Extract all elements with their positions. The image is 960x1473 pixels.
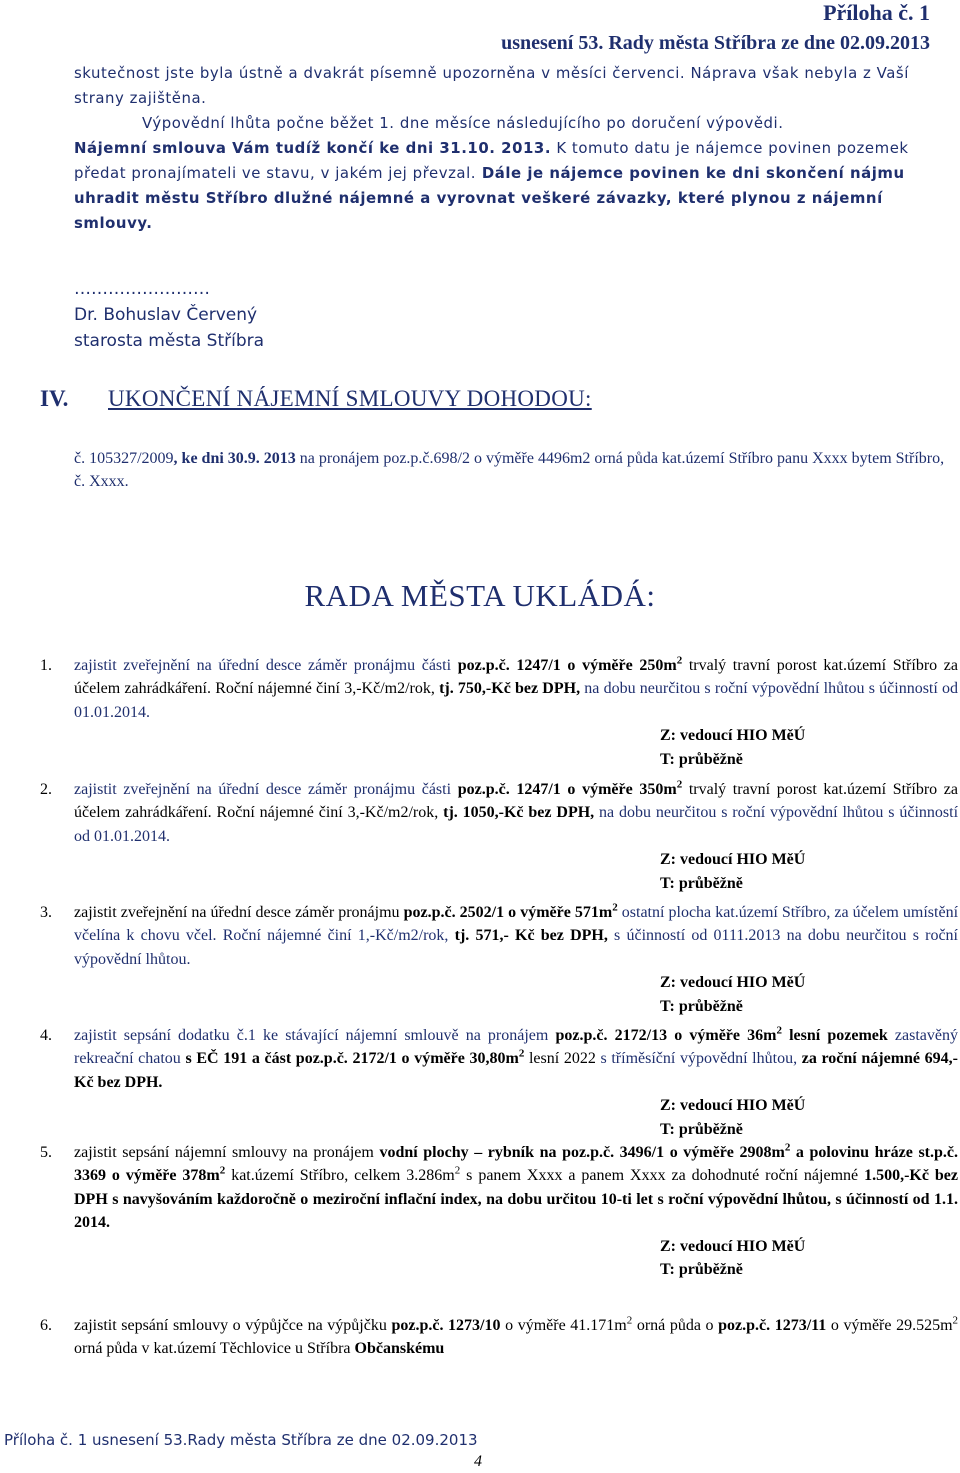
signatory-name: Dr. Bohuslav Červený [74,305,258,325]
superscript: 2 [676,778,683,791]
responsible-person: Z: vedoucí HIO MěÚ [660,851,806,869]
superscript: 2 [454,1165,461,1178]
parcel-text: s EČ 191 a část poz.p.č. 2172/1 o výměře 30,80m [185,1050,519,1068]
resolution-header: usnesení 53. Rady města Stříbra ze dne 02.09.2013 [501,32,930,54]
parcel-text: poz.p.č. 2172/13 o výměře 36m [555,1027,777,1044]
parcel-text: poz.p.č. 1273/10 [391,1317,501,1334]
rent-amount: 1.500,-Kč bez DPH s navyšováním každoročně o meziroční inflační index, na dobu určitou 10-ti let s roční výpovědní lhůtou, s účinností od 1.1. 2014. [74,1167,958,1232]
item-number: 1. [40,657,52,674]
superscript: 2 [776,1024,782,1037]
responsible-person: Z: vedoucí HIO MěÚ [660,1237,806,1255]
handover-text: K tomuto datu je nájemce povinen pozemek předat pronajímateli ve stavu, v jakém jej převzal. [74,139,909,182]
resolution-item-4 [40,1024,958,1141]
item-text: na dobu neurčitou s roční výpovědní lhůtou s účinností od 01.01.2014. [74,804,959,845]
item-number: 6. [40,1317,52,1334]
resolution-item-6 [40,1314,958,1361]
signature-block [74,276,264,354]
item-text: zastavěný rekreační chatou [74,1027,959,1068]
land-type: lesní pozemek [781,1027,888,1044]
item-text: kat.území Stříbro, celkem 3.286m [225,1167,455,1185]
contract-paragraph [74,447,958,493]
resolution-item-1 [40,654,958,771]
intro-paragraph-1: skutečnost jste byla ústně a dvakrát písemně upozorněna v měsíci červenci. Náprava však nebyla z Vaší strany zajištěna. [74,64,909,107]
item-text: zajistit sepsání nájemní smlouvy na pronájem [74,1144,380,1161]
page-number: 4 [474,1453,482,1470]
signatory-role: starosta města Stříbra [74,331,265,351]
section-heading [40,386,592,412]
rent-amount: tj. 571,- Kč bez DPH, [454,927,608,945]
contract-details: na pronájem poz.p.č.698/2 o výměře 4496m2 orná půda kat.území Stříbro panu Xxxx bytem Stříbro, č. Xxxx. [74,450,945,490]
item-text: lesní 2022 [524,1050,596,1068]
rent-amount: tj. 750,-Kč bez DPH, [439,680,581,698]
item-text: zajistit sepsání smlouvy o výpůjčce na výpůjčku [74,1317,392,1334]
item-text: zajistit zveřejnění na úřední desce záměr pronájmu části [74,657,458,674]
deadline: T: průběžně [660,874,743,892]
resolution-item-3 [40,901,958,1018]
item-number: 3. [40,904,52,921]
item-text: s tříměsíční výpovědní lhůtou, [595,1050,802,1068]
item-number: 2. [40,781,52,798]
superscript: 2 [676,654,683,667]
item-text: s panem Xxxx a panem Xxxx za dohodnuté roční nájemné [460,1167,865,1185]
parcel-text: a polovinu hráze st.p.č. 3369 o výměře 378m [74,1144,959,1185]
item-text: ostatní plocha kat.území Stříbro, za účelem umístění včelína k chovu včel. Roční nájemné činí 1,-Kč/m2/rok, [74,904,959,945]
responsible-person: Z: vedoucí HIO MěÚ [660,1097,806,1115]
parcel-text: vodní plochy – rybník na poz.p.č. 3496/1 o výměře 2908m [379,1144,785,1161]
resolution-item-5 [40,1141,958,1281]
responsible-person: Z: vedoucí HIO MěÚ [660,727,806,745]
item-text: o výměře 29.525m [826,1317,953,1334]
item-text: orná půda v kat.území Těchlovice u Stříbra [74,1340,355,1358]
item-text: orná půda o [632,1317,719,1334]
parcel-text: poz.p.č. 2502/1 o výměře 571m [403,904,613,921]
intro-text [74,61,958,236]
rent-amount: tj. 1050,-Kč bez DPH, [443,804,595,822]
contract-number: č. 105327/2009 [74,450,174,467]
parcel-text: poz.p.č. 1247/1 o výměře 350m [457,781,677,798]
superscript: 2 [626,1314,633,1327]
deadline: T: průběžně [660,1120,743,1138]
item-text: zajistit sepsání dodatku č.1 ke stávající nájemní smlouvě na pronájem [74,1027,556,1044]
responsible-person: Z: vedoucí HIO MěÚ [660,974,806,992]
signature-dots: …………………… [74,279,210,299]
page-footer: Příloha č. 1 usnesení 53.Rady města Stříbra ze dne 02.09.2013 [4,1431,478,1449]
superscript: 2 [518,1048,525,1061]
item-text: zajistit zveřejnění na úřední desce záměr pronájmu části [74,781,458,798]
item-text: trvalý travní porost kat.území Stříbro za účelem zahrádkáření. Roční nájemné činí 3,-Kč/m2/rok, [74,657,958,698]
deadline: T: průběžně [660,997,743,1015]
superscript: 2 [219,1165,226,1178]
superscript: 2 [952,1314,959,1327]
item-text: s účinností od 0111.2013 na dobu neurčitou s roční výpovědní lhůtou. [74,927,958,968]
contract-end-date: , ke dni 30.9. 2013 [173,450,296,467]
item-text: zajistit zveřejnění na úřední desce záměr pronájmu [74,904,404,921]
settlement-text: Dále je nájemce povinen ke dni skončení nájmu uhradit městu Stříbro dlužné nájemné a vyrovnat veškeré závazky, které plynou z nájemní smlouvy. [74,164,905,232]
council-heading: RADA MĚSTA UKLÁDÁ: [304,578,656,613]
intro-paragraph-2: Výpovědní lhůta počne běžet 1. dne měsíce následujícího po doručení výpovědi. [142,114,784,132]
intro-paragraph-3 [74,136,958,236]
section-title: UKONČENÍ NÁJEMNÍ SMLOUVY DOHODOU: [108,386,592,411]
item-number: 4. [40,1027,52,1044]
superscript: 2 [612,901,618,914]
rent-amount: za roční nájemné 694,-Kč bez DPH. [74,1050,959,1091]
parcel-text: poz.p.č. 1247/1 o výměře 250m [457,657,677,674]
deadline: T: průběžně [660,1261,743,1279]
section-number: IV. [40,386,69,411]
item-text: trvalý travní porost kat.území Stříbro za účelem zahrádkáření. Roční nájemné činí 3,-Kč/m2/rok, [74,781,958,822]
parcel-text: poz.p.č. 1273/11 [718,1317,827,1334]
termination-date: Nájemní smlouva Vám tudíž končí ke dni 31.10. 2013. [74,139,552,157]
item-text: na dobu neurčitou s roční výpovědní lhůtou s účinností od 01.01.2014. [74,680,959,721]
borrower-text: Občanskému [354,1340,445,1358]
item-number: 5. [40,1144,52,1161]
superscript: 2 [784,1141,791,1154]
item-text: o výměře 41.171m [500,1317,627,1334]
resolution-item-2 [40,778,958,895]
deadline: T: průběžně [660,750,743,768]
annex-label: Příloha č. 1 [823,0,930,25]
